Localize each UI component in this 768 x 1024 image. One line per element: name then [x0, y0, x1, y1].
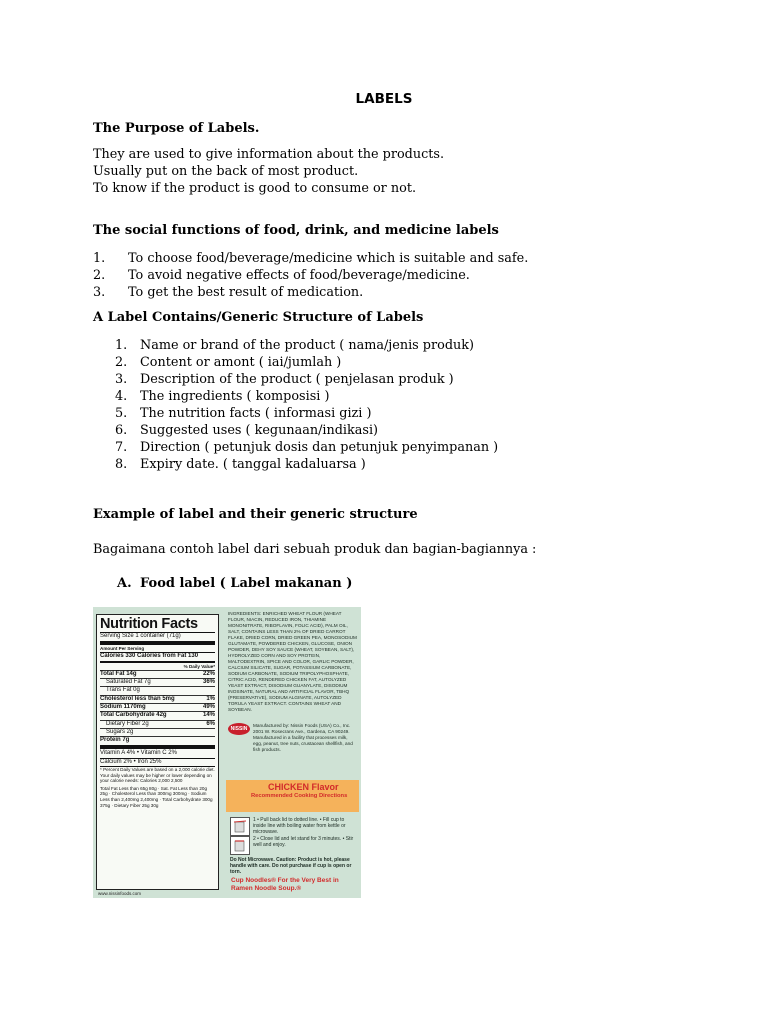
- manufacturer-text: Manufactured by: Nissin Foods (USA) Co., Inc. 2001 W. Rosecrans Ave., Gardena, CA 90249. Manufactured in a facility that processes milk, egg, peanut, tree nuts, crustacean shellfish, and fish products.: [253, 723, 353, 752]
- nutrient-row: [100, 728, 215, 736]
- serving-size: Serving Size 1 container (71g): [100, 633, 181, 639]
- flavor-title: CHICKEN Flavor: [268, 782, 339, 792]
- purpose-line: They are used to give information about the products.: [93, 147, 445, 162]
- nutrient-name: Protein 7g: [100, 737, 130, 744]
- calories-line: Calories 330 Calories from Fat 130: [100, 652, 199, 659]
- nutrient-name: Trans Fat 0g: [106, 687, 140, 694]
- nutrient-row: [100, 736, 215, 744]
- nutrient-row: [100, 695, 215, 703]
- daily-value-table: Total Fat Less than 65g 80g · Sat. Fat Less than 20g 25g · Cholesterol Less than 300mg 300mg · Sodium Less than 2,400mg 2,400mg · Total Carbohydrate 300g 375g · Dietary Fiber 25g 30g: [100, 785, 213, 808]
- nutrient-name: Sodium 1170mg: [100, 703, 146, 710]
- nutrient-rows: [100, 670, 215, 745]
- list-item: 2. To avoid negative effects of food/beverage/medicine.: [93, 268, 470, 283]
- vitamins-line: Vitamin A 4% • Vitamin C 2%: [100, 750, 177, 757]
- nutrient-daily-value: 49%: [202, 703, 215, 710]
- website-url: www.nissinfoods.com: [98, 891, 142, 896]
- nutrient-daily-value: 1%: [206, 695, 215, 702]
- nutrient-daily-value: 6%: [206, 720, 215, 727]
- purpose-line: To know if the product is good to consume or not.: [93, 181, 417, 196]
- example-intro: Bagaimana contoh label dari sebuah produk dan bagian-bagiannya :: [93, 542, 537, 557]
- nutrient-daily-value: 22%: [202, 670, 215, 677]
- example-heading: Example of label and their generic structure: [93, 507, 418, 522]
- social-functions-list: [93, 250, 528, 301]
- list-item: 1. To choose food/beverage/medicine which is suitable and safe.: [93, 251, 529, 266]
- nutrient-name: Cholesterol less than 5mg: [100, 695, 175, 702]
- step1-illustration-icon: [230, 817, 250, 836]
- nutrition-facts-panel: [96, 614, 219, 890]
- step2-illustration-icon: [230, 836, 250, 855]
- nutrition-facts-title: Nutrition Facts: [100, 616, 198, 632]
- nutrient-name: Total Carbohydrate 42g: [100, 712, 167, 719]
- list-item: 7. Direction ( petunjuk dosis dan petunjuk penyimpanan ): [115, 440, 499, 455]
- list-item: 3. To get the best result of medication.: [93, 285, 364, 300]
- social-heading: The social functions of food, drink, and medicine labels: [93, 223, 499, 238]
- directions-title: Recommended Cooking Directions: [251, 793, 348, 799]
- nutrient-daily-value: 14%: [202, 712, 215, 719]
- list-item: 6. Suggested uses ( kegunaan/indikasi): [115, 423, 379, 438]
- nutrient-row: [100, 720, 215, 728]
- nutrient-name: Saturated Fat 7g: [106, 679, 151, 686]
- amount-per-serving: Amount Per Serving: [100, 646, 145, 652]
- structure-heading: A Label Contains/Generic Structure of Labels: [93, 310, 424, 325]
- nutrient-name: Dietary Fiber 2g: [106, 720, 149, 727]
- minerals-line: Calcium 2% • Iron 25%: [100, 758, 162, 765]
- list-item: 5. The nutrition facts ( informasi gizi ): [115, 406, 372, 421]
- daily-value-footnote: * Percent Daily Values are based on a 2,000 calorie diet. Your daily values may be higher or lower depending on your calorie needs: Calories 2,000 2,500: [100, 767, 215, 784]
- nissin-logo: NISSIN: [228, 723, 250, 735]
- page-title: LABELS: [355, 91, 413, 107]
- list-item: 4. The ingredients ( komposisi ): [115, 389, 330, 404]
- structure-list: [115, 337, 498, 473]
- nutrient-daily-value: 36%: [202, 679, 215, 686]
- nutrient-row: [100, 670, 215, 678]
- food-label-subheading: A. Food label ( Label makanan ): [117, 576, 353, 591]
- cup-noodles-slogan: Cup Noodles® For the Very Best in Ramen Noodle Soup.®: [231, 877, 339, 892]
- nutrient-row: [100, 678, 215, 686]
- nutrient-name: Sugars 2g: [106, 728, 134, 735]
- purpose-line: Usually put on the back of most product.: [93, 164, 359, 179]
- step2-text: 2 • Close lid and let stand for 3 minutes. • Stir well and enjoy.: [253, 836, 354, 848]
- nutrient-name: Total Fat 14g: [100, 670, 137, 677]
- daily-value-header: % Daily Value*: [183, 664, 215, 670]
- list-item: 8. Expiry date. ( tanggal kadaluarsa ): [115, 457, 366, 472]
- purpose-paragraph: [93, 146, 444, 197]
- step1-text: 1 • Pull back lid to dotted line. • Fill cup to inside line with boiling water from kettle or microwave.: [253, 817, 346, 835]
- food-label-image: [93, 607, 361, 898]
- list-item: 3. Description of the product ( penjelasan produk ): [115, 372, 454, 387]
- nutrient-row: [100, 703, 215, 711]
- warning-text: Do Not Microwave. Caution: Product is hot, please handle with care. Do not purchase if cup is open or torn.: [230, 857, 352, 875]
- nutrient-row: [100, 686, 215, 694]
- purpose-heading: The Purpose of Labels.: [93, 121, 260, 136]
- ingredients-text: INGREDIENTS: ENRICHED WHEAT FLOUR (WHEAT FLOUR, NIACIN, REDUCED IRON, THIAMINE MONONITRATE, RIBOFLAVIN, FOLIC ACID), PALM OIL, SALT, CONTAINS LESS THAN 2% OF DRIED CARROT FLAKE, DRIED CORN, DRIED GREEN PEA, MONOSODIUM GLUTAMATE, POWDERED CHICKEN, GLUCOSE, ONION POWDER, DEHY SOY SAUCE (WHEAT, SOYBEAN, SALT), HYDROLYZED CORN AND SOY PROTEIN, MALTODEXTRIN, SPICE AND COLOR, GARLIC POWDER, CALCIUM SILICATE, SUGAR, POTASSIUM CARBONATE, SODIUM CARBONATE, SODIUM TRIPOLYPHOSPHATE, CITRIC ACID, RENDERED CHICKEN FAT, AUTOLYZED YEAST EXTRACT, DISODIUM GUANYLATE, DISODIUM INOSINATE, NATURAL AND ARTIFICIAL FLAVOR, TBHQ (PRESERVATIVE), SODIUM ALGINATE, AUTOLYZED TORULA YEAST EXTRACT. CONTAINS WHEAT AND SOYBEAN.: [228, 611, 357, 712]
- list-item: 2. Content or amont ( iai/jumlah ): [115, 355, 342, 370]
- list-item: 1. Name or brand of the product ( nama/jenis produk): [115, 338, 474, 353]
- nutrient-row: [100, 711, 215, 719]
